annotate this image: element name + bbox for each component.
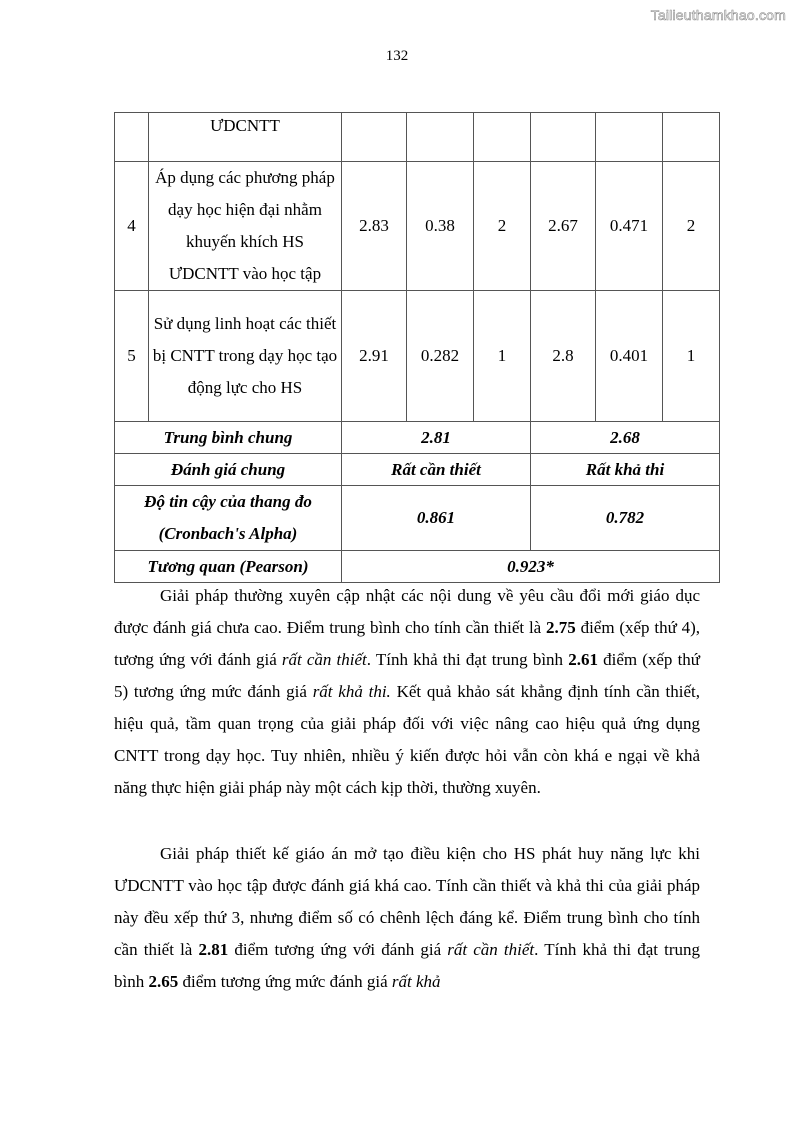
necessity-rank: 2 bbox=[474, 162, 531, 291]
feasibility-rank: 2 bbox=[663, 162, 720, 291]
feasibility-sd: 0.401 bbox=[596, 291, 663, 422]
reliability-necessity: 0.861 bbox=[342, 486, 531, 551]
feasibility-mean: 2.8 bbox=[531, 291, 596, 422]
text-run: Kết quả khảo sát khẳng định tính cần thiết, hiệu quả, tầm quan trọng của giải pháp đối với việc nâng cao hiệu quả ứng dụng CNTT trong dạy học. Tuy nhiên, nhiều ý kiến được hỏi vẫn còn khá e ngại về khả năng thực hiện giải pháp này một cách kịp thời, thường xuyên. bbox=[114, 682, 700, 797]
correlation-value: 0.923* bbox=[342, 551, 720, 583]
italic-rating: rất khả thi. bbox=[312, 682, 391, 701]
solution-content: ƯDCNTT bbox=[149, 113, 342, 162]
reliability-row bbox=[115, 486, 720, 551]
average-necessity: 2.81 bbox=[342, 422, 531, 454]
feasibility-rank bbox=[663, 113, 720, 162]
correlation-row bbox=[115, 551, 720, 583]
evaluation-label: Đánh giá chung bbox=[115, 454, 342, 486]
row-number: 4 bbox=[115, 162, 149, 291]
necessity-sd: 0.38 bbox=[407, 162, 474, 291]
table-row bbox=[115, 113, 720, 162]
solution-content: Áp dụng các phương pháp dạy học hiện đại nhằm khuyến khích HS ƯDCNTT vào học tập bbox=[149, 162, 342, 291]
text-run: điểm tương ứng mức đánh giá bbox=[178, 972, 392, 991]
necessity-mean: 2.83 bbox=[342, 162, 407, 291]
feasibility-rank: 1 bbox=[663, 291, 720, 422]
necessity-sd: 0.282 bbox=[407, 291, 474, 422]
feasibility-mean bbox=[531, 113, 596, 162]
necessity-mean bbox=[342, 113, 407, 162]
average-label: Trung bình chung bbox=[115, 422, 342, 454]
italic-rating: rất khả bbox=[391, 972, 441, 991]
table-row bbox=[115, 162, 720, 291]
watermark: Tailieuthamkhao.com bbox=[650, 7, 786, 23]
necessity-mean: 2.91 bbox=[342, 291, 407, 422]
page-number: 132 bbox=[385, 48, 409, 64]
necessity-rank: 1 bbox=[474, 291, 531, 422]
average-feasibility: 2.68 bbox=[531, 422, 720, 454]
evaluation-feasibility: Rất khả thi bbox=[531, 454, 720, 486]
survey-results-table bbox=[114, 112, 720, 583]
text-run: điểm tương ứng với đánh giá bbox=[228, 940, 448, 959]
evaluation-necessity: Rất cần thiết bbox=[342, 454, 531, 486]
italic-rating: rất cần thiết bbox=[281, 650, 367, 669]
row-number bbox=[115, 113, 149, 162]
text-run: điểm (xếp thứ 5) tương ứng mức đánh giá bbox=[114, 650, 701, 701]
text-run: . Tính khả thi đạt trung bình bbox=[114, 940, 700, 991]
table-row bbox=[115, 291, 720, 422]
bold-score: 2.81 bbox=[198, 940, 229, 959]
average-row bbox=[115, 422, 720, 454]
paragraph-2 bbox=[114, 838, 700, 998]
necessity-rank bbox=[474, 113, 531, 162]
bold-score: 2.65 bbox=[148, 972, 179, 991]
reliability-label: Độ tin cậy của thang đo (Cronbach's Alpha) bbox=[115, 486, 342, 551]
text-run: . Tính khả thi đạt trung bình bbox=[366, 650, 569, 669]
text-run: Giải pháp thiết kế giáo án mở tạo điều kiện cho HS phát huy năng lực khi ƯDCNTT vào học tập được đánh giá khá cao. Tính cần thiết và khả thi của giải pháp này đều xếp thứ 3, nhưng điểm số có chênh lệch đáng kể. Điểm trung bình cho tính cần thiết là bbox=[114, 844, 700, 959]
italic-rating: rất cần thiết bbox=[447, 940, 535, 959]
correlation-label: Tương quan (Pearson) bbox=[115, 551, 342, 583]
feasibility-mean: 2.67 bbox=[531, 162, 596, 291]
feasibility-sd: 0.471 bbox=[596, 162, 663, 291]
bold-score: 2.75 bbox=[546, 618, 576, 637]
paragraph-1 bbox=[114, 580, 700, 804]
text-run: Giải pháp thường xuyên cập nhật các nội dung về yêu cầu đổi mới giáo dục được đánh giá chưa cao. Điểm trung bình cho tính cần thiết là bbox=[114, 586, 700, 637]
evaluation-row bbox=[115, 454, 720, 486]
feasibility-sd bbox=[596, 113, 663, 162]
necessity-sd bbox=[407, 113, 474, 162]
bold-score: 2.61 bbox=[568, 650, 598, 669]
row-number: 5 bbox=[115, 291, 149, 422]
text-run: điểm (xếp thứ 4), tương ứng với đánh giá bbox=[114, 618, 700, 669]
reliability-feasibility: 0.782 bbox=[531, 486, 720, 551]
solution-content: Sử dụng linh hoạt các thiết bị CNTT trong dạy học tạo động lực cho HS bbox=[149, 291, 342, 422]
